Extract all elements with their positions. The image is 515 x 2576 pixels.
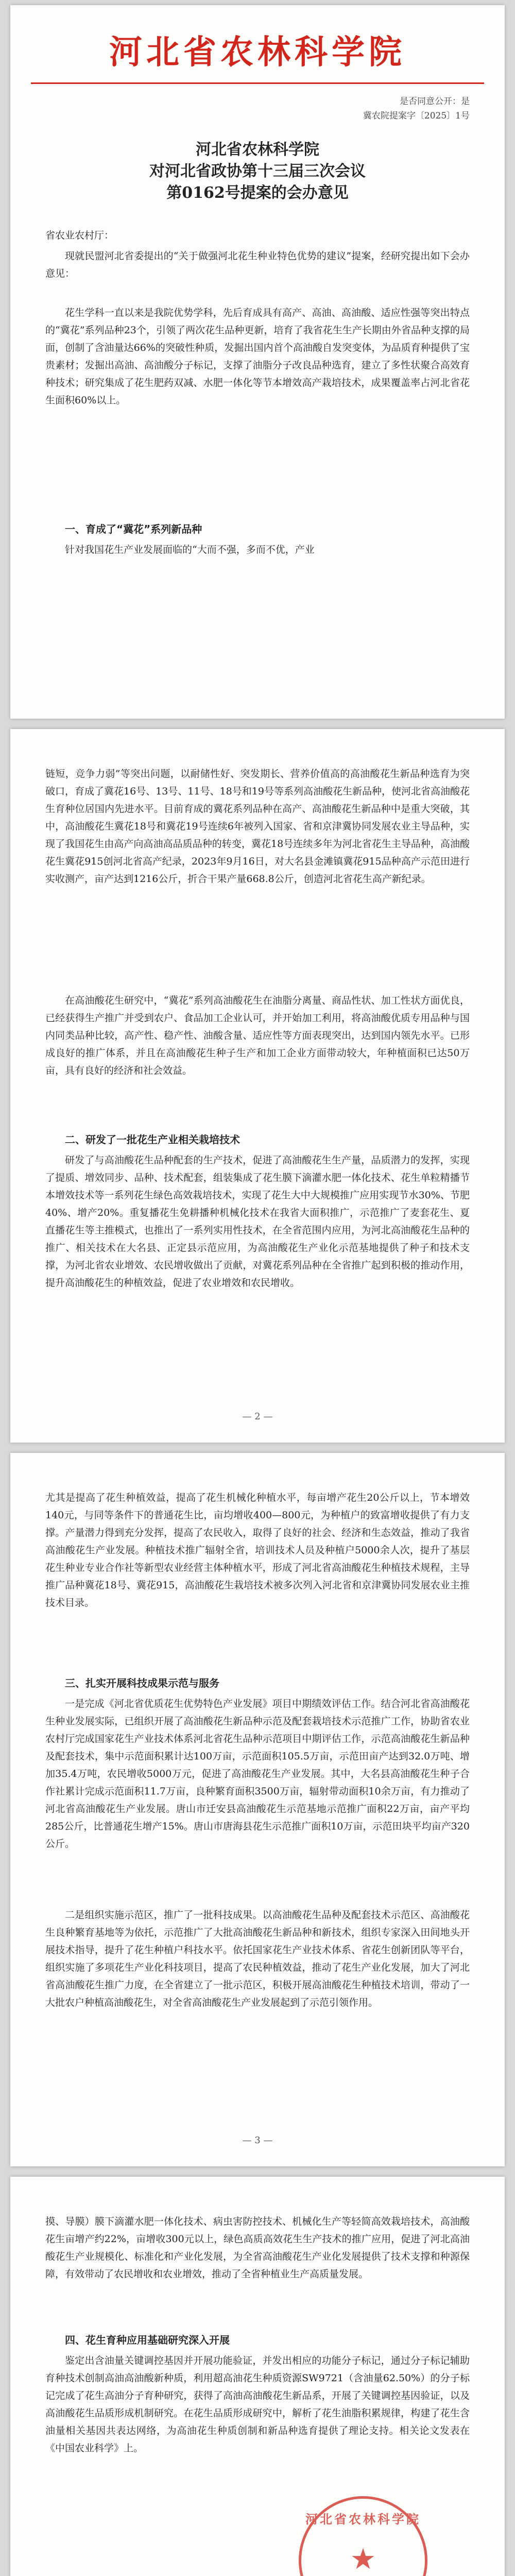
paragraph: 链短，竞争力弱”等突出问题，以耐储性好、突发期长、营养价值高的高油酸花生新品种选育为突破口，育成了冀花16号、13号、11号、18号和19号等系列高油酸花生新品种，使河北省高油酸花生育种位居国内先进水平。目前育成的冀花系列品种在高产、高油酸花生新品种中是重大突破，其中，高油酸花生冀花18号和冀花19号连续6年被列入国家、省和京津冀协同发展农业主导品种，实现了我国花生由高产向高油高品质品种的转变，冀花18号连续多年为河北省花生主导品种，高油酸花生冀花915创河北省高产纪录，2023年9月16日，对大名县金滩镇冀花915品种高产示范田进行实收测产，亩产达到1216公斤，折合干果产量668.8公斤，创造河北省花生高产新纪录。 — [45, 768, 470, 885]
section-heading-3: 三、扎实开展科技成果示范与服务 — [65, 1677, 219, 1689]
official-seal — [299, 2496, 427, 2576]
document-page-3 — [10, 1453, 505, 2166]
document-page-2 — [10, 729, 505, 1443]
masthead-red-line — [31, 82, 484, 84]
salutation: 省农业农村厅： — [45, 230, 114, 241]
section-heading-4: 四、花生育种应用基础研究深入开展 — [65, 2334, 230, 2346]
doc-title-line-3: 第0162号提案的会办意见 — [166, 184, 349, 202]
page-number: — 2 — — [242, 1411, 273, 1422]
seal-text: 河北省农林科学院 — [305, 2512, 421, 2527]
paragraph: 摸、导膜）膜下滴灌水肥一体化技术、病虫害防控技术、机械化生产等轻简高效栽培技术，高油酸花生亩增产约22%，亩增收300元以上，绿色高质高效花生生产技术的推广应用，促进了河北高油酸花生产业规模化、标准化和产业化发展，为全省高油酸花生产业化发展提供了技术支撑和种源保障，有效带动了农民增收和农业增效，推动了全省种植业生产高质量发展。 — [45, 2216, 470, 2280]
doc-title-line-1: 河北省农林科学院 — [196, 141, 319, 159]
paragraph: 鉴定出含油量关键调控基因并开展功能验证，并发出相应的功能分子标记，通过分子标记辅助育种技术创制高油高油酸新种质，利用超高油花生种质资源SW9721（含油量62.50%）的分子标记完成了花生高油分子育种研究，获得了高油高油酸花生新品系，开展了关键调控基因验证，以及高油酸花生品质形成机制研究。在花生品质形成研究中，解析了花生油脂积累规律，构建了花生含油量相关基因共表达网络，为高油花生种质创制和新品种选育提供了理论支持。相关论文发表在《中国农业科学》上。 — [45, 2355, 470, 2454]
paragraph: 在高油酸花生研究中，“冀花”系列高油酸花生在油脂分离量、商品性状、加工性状方面优良，已经获得生产推广并受到农户、食品加工企业认可，并开始加工利用，将高油酸优质专用品种与国内同类品种比较，高产性、稳产性、油酸含量、适应性等方面表现突出，达到国内领先水平。已形成良好的推广体系，并且在高油酸花生种子生产和加工企业方面带动较大，年种植面积已达50万亩，具有良好的经济和社会效益。 — [45, 995, 470, 1076]
page-number: — 3 — — [242, 2135, 273, 2146]
section-heading-1: 一、育成了“冀花”系列新品种 — [65, 523, 202, 535]
paragraph: 针对我国花生产业发展面临的“大而不强，多而不优，产业 — [65, 544, 315, 555]
doc-title-line-2: 对河北省政协第十三届三次会议 — [149, 162, 366, 180]
paragraph: 现就民盟河北省委提出的“关于做强河北花生种业特色优势的建议”提案，经研究提出如下会办意见： — [45, 250, 470, 279]
paragraph: 二是组织实施示范区，推广了一批科技成果。以高油酸花生品种及配套技术示范区、高油酸花生良种繁育基地等为依托，示范推广了大批高油酸花生新品种和新技术，组织专家深入田间地头开展技术指导，提升了花生种植户科技水平。依托国家花生产业技术体系、省花生创新团队等平台，组织实施了多项花生产业化科技项目，提高了农民种植效益，推动了花生产业化发展，加大了河北省高油酸花生推广力度，在全省建立了一批示范区，积极开展高油酸花生种植技术培训，带动了一大批农户种植高油酸花生，对全省高油酸花生产业发展起到了示范引领作用。 — [45, 1909, 470, 2008]
paragraph: 花生学科一直以来是我院优势学科，先后育成具有高产、高油、高油酸、适应性强等突出特点的“冀花”系列品种23个，引领了两次花生品种更新，培育了我省花生生产长期由外省品种支撑的局面，创制了含油量达66%的突破性种质，发掘出国内首个高油酸自发突变体，为品质育种提供了宝贵素材；发掘出高油、高油酸分子标记，支撑了油脂分子改良品种选育，建立了多性状聚合高效育种技术；研究集成了花生肥药双减、水肥一体化等节本增效高产栽培技术，成果覆盖率占河北省花生面积60%以上。 — [45, 307, 470, 406]
document-page-1 — [10, 5, 505, 719]
paragraph: 研发了与高油酸花生品种配套的生产技术，促进了高油酸花生生产量，品质潜力的发挥，实现了提质、增效同步、品种、技术配套，组装集成了花生膜下滴灌水肥一体化技术、花生单粒精播节本增效技术等一系列花生绿色高效栽培技术，实现了花生大中大规模推广应用实现节水30%、节肥40%、增产20%。重复播花生免耕播种机械化技术在我省大面积推广，示范推广了麦套花生、夏直播花生等主推模式，也推出了一系列实用性技术，在全省范围内应用，为河北高油酸花生品种的推广、相关技术在大名县、正定县示范应用，为高油酸花生产业化示范基地提供了种子和技术支撑，为河北省农业增效、农民增收做出了贡献，对冀花系列品种在全省推广起到积极的推动作用，提升高油酸花生的种植效益，促进了农业增效和农民增收。 — [45, 1155, 470, 1289]
paragraph: 一是完成《河北省优质花生优势特色产业发展》项目中期绩效评估工作。结合河北省高油酸花生种业发展实际，已组织开展了高油酸花生新品种示范及配套栽培技术示范推广工作，协助省农业农村厅完成国家花生产业技术体系河北省花生品种示范项目中期评估工作，示范高油酸花生新品种及配套技术，集中示范面积累计达100万亩，示范面积105.5万亩，示范田亩产达到32.0万吨、增加35.4万吨，农民增收5000万元，促进了高油酸花生产业发展。其中，大名县高油酸花生种子合作社累计完成示范面积11.7万亩，良种繁育面积3500万亩，辐射带动面积10余万亩，有力推动了河北省高油酸花生产业发展。唐山市迁安县高油酸花生示范基地示范推广面积22万亩，亩产平均285公斤，比普通花生增产15%。唐山市唐海县花生示范推广面积10万亩，示范田块平均亩产320公斤。 — [45, 1698, 470, 1850]
masthead-title: 河北省农林科学院 — [109, 33, 406, 72]
document-number: 冀农院提案字〔2025〕1号 — [363, 111, 470, 121]
document-page-4 — [10, 2177, 505, 2576]
paragraph: 尤其是提高了花生种植效益，提高了花生机械化种植水平，每亩增产花生20公斤以上，节本增效140元，与同等条件下的普通花生比，亩均增收400—800元，为种植户的致富增收提供了有力支撑。产量潜力得到充分发挥，提高了农民收入，取得了良好的社会、经济和生态效益，推动了我省高油酸花生产业发展。种植技术推广辐射全省，培训技术人员及种植户5000余人次，提升了基层花生种业专业合作社等新型农业经营主体种植水平，形成了河北省高油酸花生种植技术规程，主导推广品种冀花18号、冀花915，高油酸花生栽培技术被多次列入河北省和京津冀协同发展农业主推技术目录。 — [45, 1492, 470, 1608]
section-heading-2: 二、研发了一批花生产业相关栽培技术 — [65, 1133, 240, 1146]
seal-star-icon: ★ — [350, 2543, 376, 2576]
disclosure-note: 是否同意公开：是 — [400, 96, 470, 107]
